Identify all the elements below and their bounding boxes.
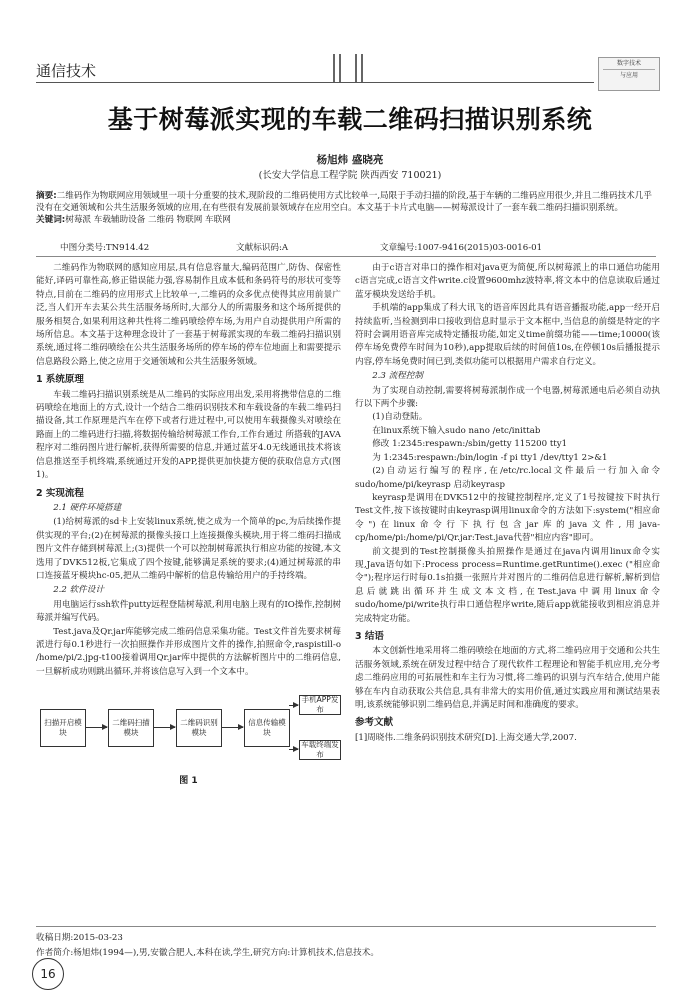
article-title: 基于树莓派实现的车载二维码扫描识别系统 — [107, 105, 593, 134]
step-1-modify: 修改 1:2345:respawn:/sbin/getty 115200 tty1 — [372, 439, 568, 450]
flow-arrow — [221, 727, 243, 728]
flow-arrow — [289, 705, 298, 706]
abstract — [36, 190, 656, 214]
footer-divider — [36, 926, 656, 927]
flow-box-info-transfer: 信息传输模块 — [244, 709, 290, 747]
flow-arrow — [153, 727, 175, 728]
subheading-flow-control: 2.3 流程控制 — [372, 371, 423, 382]
flow-box-scan-start: 扫描开启模块 — [40, 709, 86, 747]
abstract-text: 二维码作为物联网应用领域里一项十分重要的技术,现阶段的二维码使用方式比较单一,局限于手动扫描的阶段,基于车辆的二维码应用很少,并且二维码技术几乎没有在交通领域和公共生活服务领域的应用,在有些很有发展前景领域存在应用空白。本文基于卡片式电脑——树莓派设计了一套车载二维码扫描识别系统。 — [36, 191, 652, 213]
step-1-command: 在linux系统下输入sudo nano /etc/inittab — [372, 425, 541, 436]
subheading-software: 2.2 软件设计 — [53, 585, 104, 596]
section-name: 通信技术 — [36, 62, 97, 80]
journal-logo — [598, 57, 660, 91]
header-bars-decoration — [333, 54, 363, 82]
heading-conclusion: 3 结语 — [355, 630, 384, 642]
flow-box-qr-recognize: 二维码识别模块 — [176, 709, 222, 747]
flow-arrow — [85, 727, 107, 728]
keywords-label: 关键词: — [36, 215, 66, 225]
paragraph: 前文提到的Test控制摄像头拍照操作是通过在java内调用linux命令实现,Java语句如下:Process process=Runtime.getRuntime().exec ("相应命令");程序运行时每0.1s拍摄一张照片并对图片的二维码信息进行解析,解析到信息后就跳出循环并生成文本文档,在Test.java中调用linux命令sudo/home/pi/write执行串口通信程序write,随后app就能接收到相应消息并完成特定功能。 — [355, 546, 660, 624]
paragraph: 本文创新性地采用将二维码喷绘在地面的方式,将二维码应用于交通和公共生活服务领域,系统在研发过程中结合了现代软件工程理论和智能手机应用,充分考虑二维码应用的可拓展性和车主行为习惯,将二维码的识别与汽车结合,使用户能够在车内自动获取公共信息,具有非常大的实用价值,通过实践应用和测试结果表明,该系统能够识别二维码信息,并满足时间和准确度的要求。 — [355, 646, 660, 710]
subheading-hardware: 2.1 硬件环境搭建 — [53, 502, 122, 513]
page-number-badge — [32, 958, 64, 990]
paragraph: (1)给树莓派的sd卡上安装linux系统,使之成为一个简单的pc,为后续操作提供实现的平台;(2)在树莓派的摄像头接口上连接摄像头模块,用于将二维码扫描成图片文件存储到树莓派上;(3)提供一个可以控制树莓派执行相应功能的按键,本文选用了DVK512板,它集成了四个按键,能够满足系统的要求;(4)通过树莓派的串口连接蓝牙模块hc-05,把从二维码中解析的信息传输给用户的手持终端。 — [36, 517, 341, 581]
header-rule — [36, 82, 594, 83]
flow-box-qr-scan: 二维码扫描模块 — [108, 709, 154, 747]
figure-caption: 图 1 — [179, 776, 198, 787]
step-2: (2)自动运行编写的程序,在/etc/rc.local文件最后一行加入命令sudo/home/pi/keyrasp 启动keyrasp — [355, 466, 660, 490]
abstract-label: 摘要: — [36, 191, 57, 201]
paragraph: 为了实现自动控制,需要将树莓派制作成一个电器,树莓派通电后必须自动执行以下两个步骤: — [355, 385, 660, 410]
step-1-to: 为 1:2345:respawn:/bin/login -f pi tty1 /dev/tty1 2>&1 — [372, 452, 608, 463]
figure-1-flowchart — [36, 687, 341, 797]
abstract-block — [36, 190, 656, 226]
flow-box-terminal-publish: 车载终端发布 — [299, 740, 341, 760]
paragraph: 用电脑运行ssh软件putty远程登陆树莓派,利用电脑上现有的IO操作,控制树莓派并编写代码。 — [36, 599, 341, 624]
left-column — [36, 262, 341, 797]
paragraph: 手机端的app集成了科大讯飞的语音库因此具有语音播报功能,app一经开启持续监听,当检测到串口接收到信息时显示于文本框中,当信息的前缀是特定的字符时会调用语音库完成特定播报功能,如定义time前缀功能——time;10000(该停车场免费停车时间为10秒),app提取后续的时间值10s,在停顿10s后播报提示内容,停车场免费时间已到,类似功能可以根据用户需求自行定义。 — [355, 303, 660, 367]
flow-arrow — [289, 749, 298, 750]
intro-paragraph: 二维码作为物联网的感知应用层,具有信息容量大,编码范围广,防伪、保密性能好,译码可靠性高,修正错误能力强,容易制作且成本低和条码符号的形状可变等特点,目前在二维码的应用形式上比较单一,二维码的众多优点使得其应用前景广泛,当人们开车去某公共生活服务场所时,大部分人的所需服务和这个场所提供的服务相契合,如果利用这种共性将二维码喷绘停车场,为用户自动提供用户所需的场所信息。本文基于这种理念设计了一套基于树莓派实现的车载二维码扫描识别系统,通过将二维码喷绘在公共生活服务场所的停车场的停车位地面上和需要提示信息路段公路上,使之应用于交通领域和公共生活服务领域。 — [36, 263, 341, 367]
step-1: (1)自动登陆。 — [372, 412, 428, 423]
clc-number: 中图分类号:TN914.42 — [60, 243, 150, 253]
heading-references: 参考文献 — [355, 717, 394, 729]
divider — [36, 256, 656, 257]
logo-bottom-text: 与应用 — [619, 72, 638, 79]
paragraph: Test.java及Qr.jar库能够完成二维码信息采集功能。Test文件首先要求树莓派进行每0.1秒进行一次拍照操作并形成图片文件的操作,拍照命令,raspistill-o /home/pi/2.jpg-t100接着调用Qr.jar库中提供的方法解析图片中的二维码信息,一旦解析成功则跳出循环,并将该信息写入到一个文本中。 — [36, 626, 341, 677]
keywords-text: 树莓派 车载辅助设备 二维码 物联网 车联网 — [65, 215, 231, 225]
right-column — [355, 262, 660, 745]
heading-system-principle: 1 系统原理 — [36, 374, 84, 386]
author-bio: 作者简介:杨旭炜(1994—),男,安徽合肥人,本科在读,学生,研究方向:计算机技术,信息技术。 — [36, 948, 379, 958]
reference-item: [1]周晓伟.二维条码识别技术研究[D].上海交通大学,2007. — [355, 732, 577, 743]
paragraph: 车载二维码扫描识别系统是从二维码的实际应用出发,采用将携带信息的二维码喷绘在地面上的方式,设计一个结合二维码识别技术和车载设备的车载二维码扫描设备,其工作原理是汽车在停下或者行进过程中,可以使用车载摄像头对喷绘在路面上的二维码进行扫描,将数据传输给树莓派工作台,工作台通过 所搭载的JAVA程序对二维码图片进行解析,获得所需要的信息,并通过蓝牙4.0无线通讯技术将该信息推送至手机终端,系统通过开发的APP,提供更加快捷方便的获取信息方式(图1)。 — [36, 389, 341, 481]
logo-top-text: 数字技术 — [616, 60, 641, 67]
received-date: 收稿日期:2015-03-23 — [36, 933, 123, 943]
document-code: 文献标识码:A — [236, 243, 289, 253]
page-number: 16 — [40, 967, 56, 981]
heading-implementation: 2 实现流程 — [36, 487, 84, 499]
article-number: 文章编号:1007-9416(2015)03-0016-01 — [380, 243, 543, 253]
affiliation: (长安大学信息工程学院 陕西西安 710021) — [258, 170, 442, 181]
paragraph: 由于c语言对串口的操作相对java更为简便,所以树莓派上的串口通信功能用c语言完成,c语言文件write.c设置9600mhz波特率,将文本中的信息读取后通过蓝牙模块发送给手机。 — [355, 263, 660, 300]
page-header — [0, 0, 700, 100]
keywords — [36, 214, 656, 226]
flow-box-app-publish: 手机APP发布 — [299, 695, 341, 715]
authors: 杨旭炜 盛晓亮 — [316, 154, 384, 166]
paragraph: keyrasp是调用在DVK512中的按键控制程序,定义了1号按键按下时执行Test文件,按下该按键时由keyrasp调用linux命令的方法如下:system("相应命令")在linux命令行下执行包含jar库的java文件,用java-cp/home/pi:/home/pi/Qr.jar:Test.java代替"相应内容"即可。 — [355, 492, 660, 544]
